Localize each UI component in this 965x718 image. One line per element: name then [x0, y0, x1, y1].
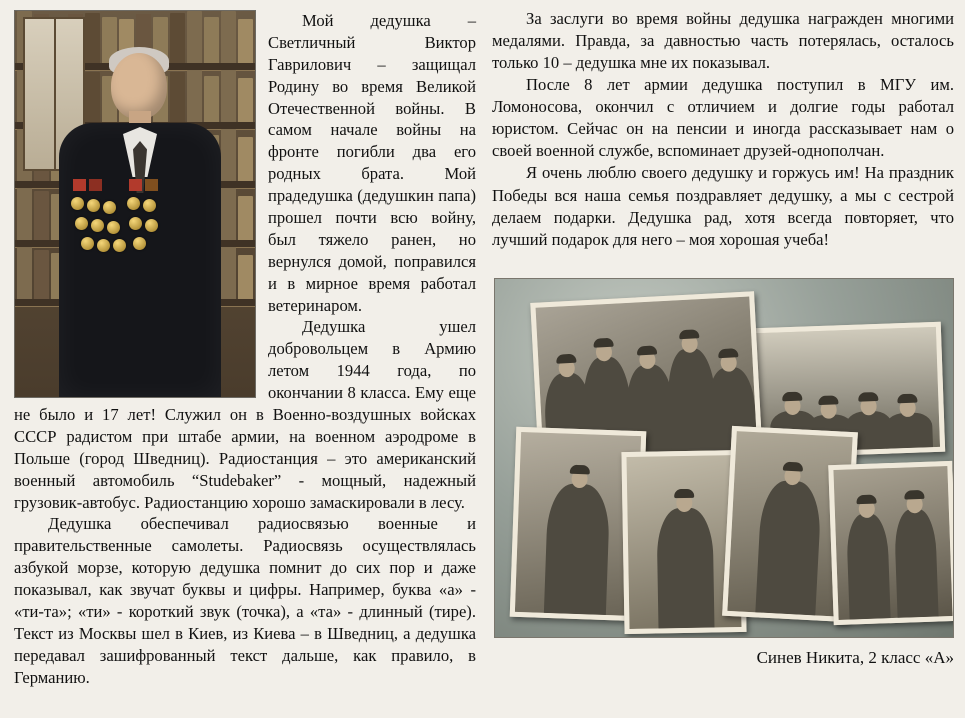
right-paragraph-1: За заслуги во время войны дедушка награжден многими медалями. Правда, за давностью часть потерялась, осталось только 10 – дедушка мне их показывал. [492, 9, 954, 73]
portrait-head [111, 53, 167, 119]
right-column [492, 8, 954, 251]
right-paragraph-2: После 8 лет армии дедушка поступил в МГУ им. Ломоносова, окончил с отличием и долгие годы работал юристом. Сейчас он на пенсии и иногда рассказывает нам о своей военной службе, вспоминает друзей-однополчан. [492, 75, 954, 161]
collage-photo-pair [828, 461, 954, 625]
left-paragraph-2: Дедушка ушел добровольцем в Армию летом 1944 года, по окончании 8 класса. Ему еще не было и 17 лет! Служил он в Военно-воздушных войсках СССР радистом при штабе армии, на военном аэродроме в Польше (город Шведниц). Радиостанция – это американский военный автомобиль “Studebaker” - мощный, надежный грузовик-автобус. Радиостанцию хорошо замаскировали в лесу. [14, 317, 476, 512]
left-paragraph-1: Мой дедушка – Светличный Виктор Гаврилович – защищал Родину во время Великой Отечественной войны. В самом начале войны на фронте погибли два его родных брата. Мой прадедушка (дедушкин папа) прошел почти всю войну, был тяжело ранен, но вернулся домой, поправился и в мирное время работал ветеринаром. [268, 11, 476, 315]
right-paragraph-3: Я очень люблю своего дедушку и горжусь им! На праздник Победы вся наша семья поздравляет дедушку, а мы с сестрой делаем подарки. Дедушка рад, хотя всегда повторяет, что лучший подарок для него – моя хорошая учеба! [492, 163, 954, 249]
left-paragraph-3: Дедушка обеспечивал радиосвязью военные и правительственные самолеты. Радиосвязь осуществлялась азбукой морзе, которую дедушка помнит до сих пор и даже показывал, как звучат буквы и цифры. Например, буква «а» - «ти-та»; «ти» - короткий звук (точка), а «та» - длинный (тире). Текст из Москвы шел в Киев, из Киева – в Шведниц, а дедушка передавал зашифрованный текст дальше, как правило, в Германию. [14, 514, 476, 687]
author-caption: Синев Никита, 2 класс «А» [756, 648, 954, 667]
photo-collage [494, 278, 954, 638]
medals-group [71, 179, 167, 275]
left-column [14, 10, 476, 710]
veteran-portrait-photo [14, 10, 256, 398]
